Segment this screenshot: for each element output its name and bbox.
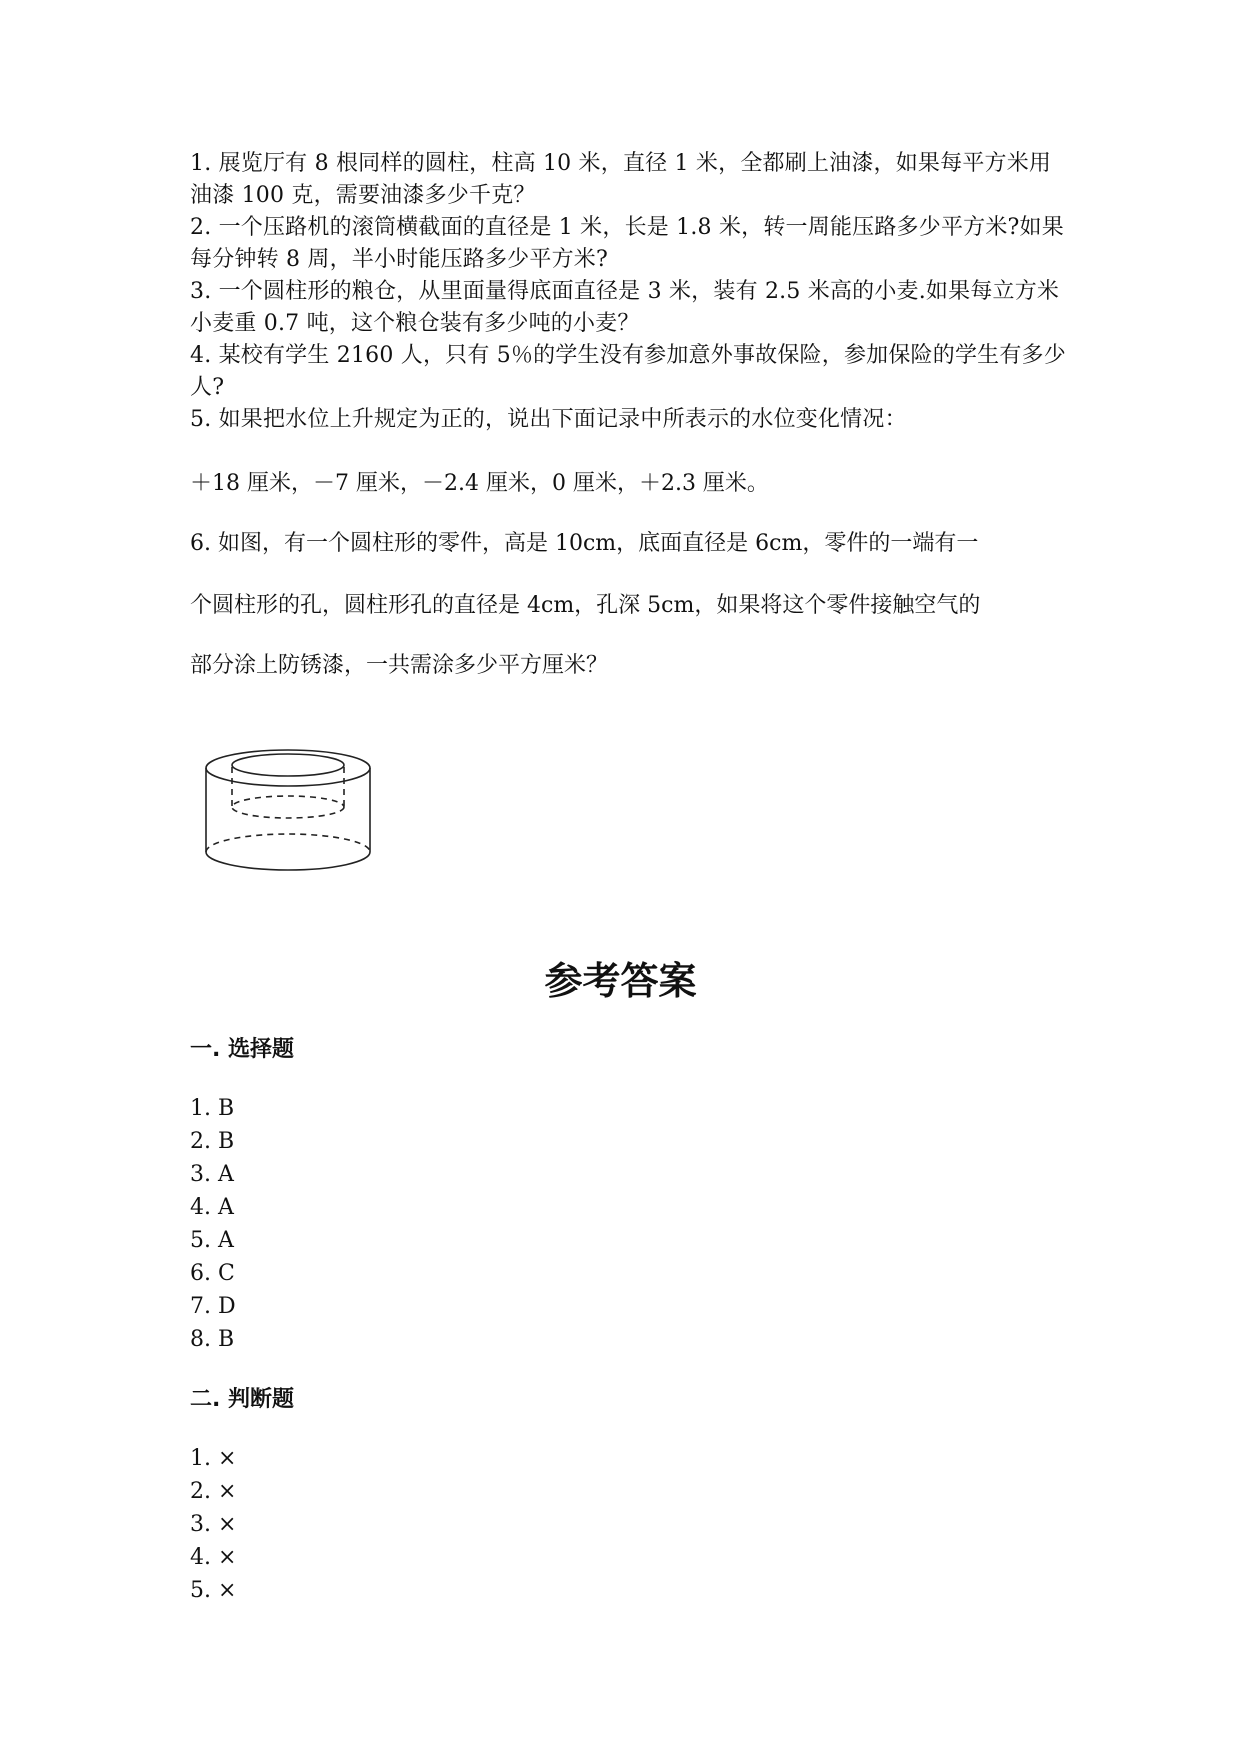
list-item: 2. B	[190, 1129, 235, 1154]
hole-top-ellipse	[232, 754, 344, 776]
question-6-line-2: 个圆柱形的孔，圆柱形孔的直径是 4cm，孔深 5cm，如果将这个零件接触空气的	[190, 593, 981, 618]
list-item: 4. ×	[190, 1545, 237, 1570]
section-heading-choice: 一. 选择题	[190, 1037, 295, 1062]
list-item: 7. D	[190, 1294, 236, 1319]
outer-bottom-back	[206, 834, 370, 852]
list-item: 1. ×	[190, 1446, 237, 1471]
question-5: 5. 如果把水位上升规定为正的，说出下面记录中所表示的水位变化情况：	[190, 407, 907, 432]
question-4: 4. 某校有学生 2160 人，只有 5％的学生没有参加意外事故保险，参加保险的学生有多少人?	[190, 343, 1066, 400]
list-item: 1. B	[190, 1096, 235, 1121]
list-item: 3. ×	[190, 1512, 237, 1537]
outer-bottom-front	[206, 852, 370, 870]
question-5-record: ＋18 厘米，－7 厘米，－2.4 厘米，0 厘米，＋2.3 厘米。	[190, 471, 769, 496]
answer-title: 参考答案	[544, 959, 697, 1003]
cylinder-part-figure	[200, 742, 380, 882]
list-item: 4. A	[190, 1195, 234, 1220]
list-item: 5. ×	[190, 1578, 237, 1603]
list-item: 5. A	[190, 1228, 234, 1253]
list-item: 8. B	[190, 1327, 235, 1352]
section-heading-judgment: 二. 判断题	[190, 1387, 295, 1412]
question-6-line-3: 部分涂上防锈漆，一共需涂多少平方厘米？	[190, 653, 609, 678]
question-2: 2. 一个压路机的滚筒横截面的直径是 1 米，长是 1.8 米，转一周能压路多少平方米?如果每分钟转 8 周，半小时能压路多少平方米?	[190, 215, 1064, 272]
question-3: 3. 一个圆柱形的粮仓，从里面量得底面直径是 3 米，装有 2.5 米高的小麦.如果每立方米小麦重 0.7 吨，这个粮仓装有多少吨的小麦？	[190, 279, 1060, 336]
judgment-answers-list	[190, 1442, 236, 1607]
question-1: 1. 展览厅有 8 根同样的圆柱，柱高 10 米，直径 1 米，全都刷上油漆，如果每平方米用油漆 100 克，需要油漆多少千克？	[190, 151, 1052, 208]
outer-top-ellipse	[206, 750, 370, 786]
list-item: 3. A	[190, 1162, 234, 1187]
list-item: 2. ×	[190, 1479, 237, 1504]
choice-answers-list	[190, 1092, 236, 1356]
question-6-line-1: 6. 如图，有一个圆柱形的零件，高是 10cm，底面直径是 6cm，零件的一端有一	[190, 531, 979, 556]
list-item: 6. C	[190, 1261, 235, 1286]
hole-bottom-ellipse	[232, 796, 344, 818]
